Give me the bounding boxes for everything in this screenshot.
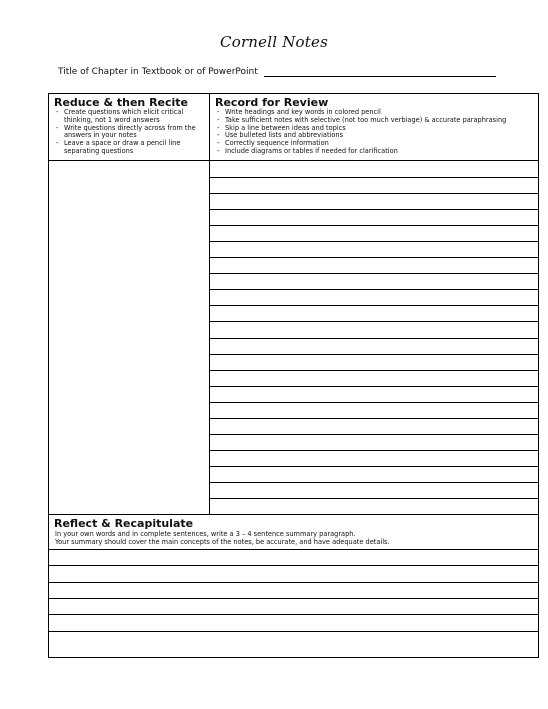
summary-ruled-line [49,598,538,599]
notes-ruled-line [210,321,538,322]
notes-ruled-line [210,209,538,210]
summary-writing-area[interactable] [49,549,538,658]
notes-ruled-line [210,273,538,274]
notes-ruled-line [210,434,538,435]
cue-column-header [49,94,209,161]
notes-ruled-line [210,289,538,290]
cue-column-instructions [49,109,209,156]
instruction-item: - Take sufficient notes with selective (not too much verbiage) & accurate paraphrasing [216,117,538,125]
notes-ruled-line [210,193,538,194]
summary-ruled-line [49,582,538,583]
notes-ruled-line [210,370,538,371]
instruction-item: - Include diagrams or tables if needed for clarification [216,148,538,156]
cue-writing-area[interactable] [49,161,209,514]
notes-ruled-line [210,386,538,387]
instruction-item: - Write questions directly across from the answers in your notes [55,125,209,141]
notes-ruled-line [210,482,538,483]
notes-column [210,94,538,514]
notes-ruled-line [210,418,538,419]
instruction-item: - Correctly sequence information [216,140,538,148]
summary-heading: Reflect & Recapitulate [54,517,194,530]
summary-section [49,514,538,657]
cue-column [49,94,210,514]
instruction-item: - Skip a line between ideas and topics [216,125,538,133]
summary-ruled-line [49,565,538,566]
instruction-item: - Leave a space or draw a pencil line separating questions [55,140,209,156]
cornell-notes-sheet [48,93,539,658]
notes-ruled-line [210,338,538,339]
cue-column-heading: Reduce & then Recite [54,96,189,109]
instruction-item: - Create questions which elicit critical thinking, not 1 word answers [55,109,209,125]
instruction-item: - Write headings and key words in colored pencil [216,109,538,117]
notes-ruled-line [210,450,538,451]
notes-ruled-line [210,466,538,467]
notes-ruled-line [210,225,538,226]
notes-ruled-line [210,402,538,403]
notes-ruled-line [210,305,538,306]
notes-column-header [210,94,538,161]
page-title: Cornell Notes [220,33,328,51]
notes-column-instructions [210,109,538,156]
notes-ruled-line [210,177,538,178]
notes-ruled-line [210,241,538,242]
notes-ruled-line [210,354,538,355]
notes-writing-area[interactable] [210,161,538,514]
instruction-item: - Use bulleted lists and abbreviations [216,132,538,140]
notes-ruled-line [210,498,538,499]
notes-column-heading: Record for Review [215,96,329,109]
summary-ruled-line [49,631,538,632]
summary-instruction-1: In your own words and in complete sentences, write a 3 – 4 sentence summary paragraph. [55,530,356,538]
chapter-title-row [58,67,496,77]
summary-instruction-2: Your summary should cover the main concepts of the notes, be accurate, and have adequate details. [55,538,390,546]
summary-ruled-line [49,549,538,550]
notes-ruled-line [210,257,538,258]
summary-ruled-line [49,614,538,615]
chapter-title-blank[interactable] [264,67,496,77]
chapter-title-label: Title of Chapter in Textbook or of PowerPoint [58,67,258,77]
